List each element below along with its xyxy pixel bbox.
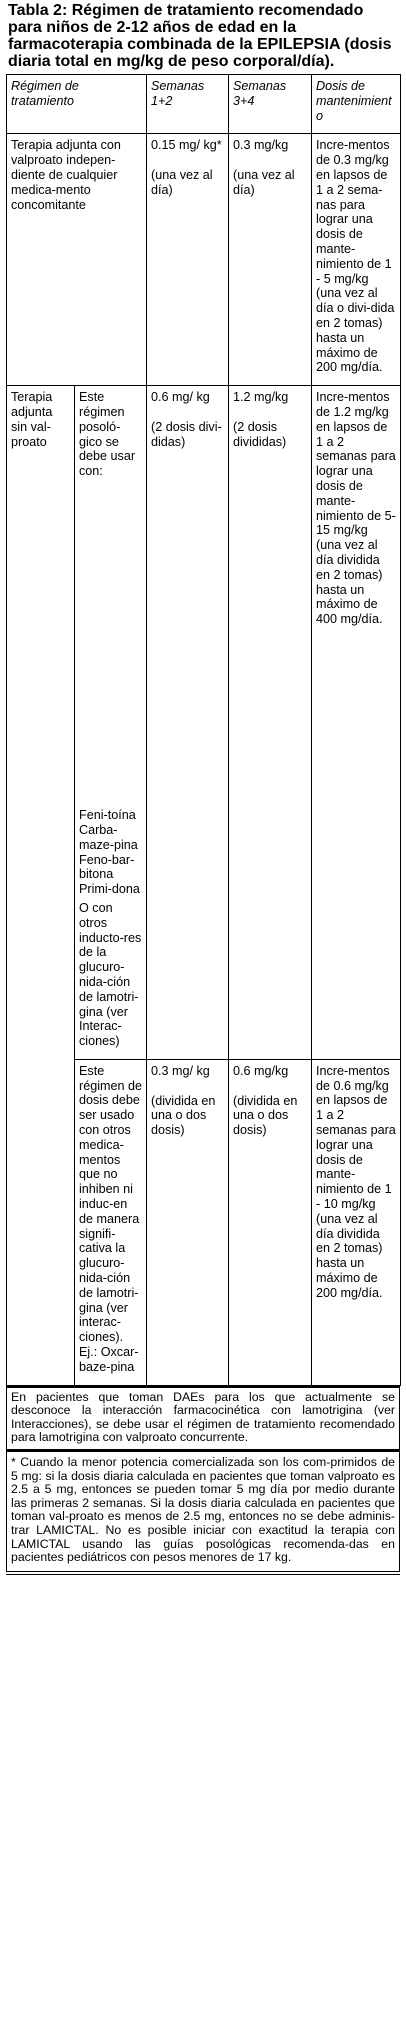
row3-sem12-note: (dividida en una o dos dosis): [151, 1093, 216, 1138]
table-note-text: En pacientes que toman DAEs para los que actualmente se desconoce la interacción farmacocinética con lamotrigina (ver Interacciones), se debe usar el régimen de tratamiento recomendado para lamotrigina con valproato concurrente.: [11, 1389, 395, 1445]
row1-sem34-note: (una vez al día): [233, 168, 295, 197]
row2-drugs: Feni-toína Carba-maze-pina Feno-bar-bitona Primi-dona: [79, 808, 140, 897]
header-mantenimiento: Dosis de mantenimiento: [312, 75, 401, 134]
row3-sem12-dose: 0.3 mg/ kg: [151, 1063, 210, 1078]
row2-semanas-1-2: [147, 386, 229, 1060]
row1-sem12-note: (una vez al día): [151, 168, 213, 197]
row1-semanas-1-2: [147, 134, 229, 386]
row2-mantenimiento: Incre-mentos de 1.2 mg/kg en lapsos de 1 a 2 semanas para lograr una dosis de mante-nimiento de 5-15 mg/kg (una vez al día dividida en 2 tomas) hasta un máximo de 400 mg/día.: [312, 386, 401, 1060]
row2-inducers: O con otros inducto-res de la glucuro-nida-ción de lamotri-gina (ver Interac-ciones): [79, 900, 142, 1049]
row3-subregimen: Este régimen de dosis debe ser usado con otros medica-mentos que no inhiben ni induc-en de manera signifi-cativa la glucuro-nida-ción de lamotri-gina (ver interac-ciones). Ej.: Oxcar-baze-pina: [75, 1059, 147, 1385]
document: [6, 0, 400, 1575]
row2-sem34-note: (2 dosis divididas): [233, 419, 287, 449]
header-semanas-3-4: Semanas 3+4: [229, 75, 312, 134]
row2-sem12-dose: 0.6 mg/ kg: [151, 390, 210, 405]
row2-regimen: Terapia adjunta sin val-proato: [7, 386, 75, 1385]
row3-mantenimiento: Incre-mentos de 0.6 mg/kg en lapsos de 1 a 2 semanas para lograr una dosis de mante-nimiento de 1 - 10 mg/kg (una vez al día dividida en 2 tomas) hasta un máximo de 200 mg/día.: [312, 1059, 401, 1385]
table-note: [6, 1386, 400, 1450]
row1-sem34-dose: 0.3 mg/kg: [233, 138, 289, 153]
footnote-text: * Cuando la menor potencia comercializada son los com-primidos de 5 mg: si la dosis diaria calculada en pacientes que toman valproato es 2.5 a 5 mg, entonces se pueden tomar 5 mg día por medio durante las primeras 2 semanas. Si la dosis diaria calculada en pacientes que toman val-proato es menos de 2.5 mg, entonces no se debe adminis-trar LAMICTAL. No es posible iniciar con exactitud la terapia con LAMICTAL usando las guías posológicas recomenda-das en pacientes pediátricos con pesos menores de 17 kg.: [11, 1455, 395, 1565]
table-row: [7, 134, 401, 386]
table-row: [7, 386, 401, 1060]
row3-semanas-3-4: [229, 1059, 312, 1385]
row1-regimen: Terapia adjunta con valproato indepen-diente de cualquier medica-mento concomitante: [7, 134, 147, 386]
row2-sem34-dose: 1.2 mg/kg: [233, 390, 289, 405]
header-semanas-1-2: Semanas 1+2: [147, 75, 229, 134]
row2-sub-text: Este régimen posoló-gico se debe usar con:: [79, 390, 136, 479]
header-regimen: Régimen de tratamiento: [7, 75, 147, 134]
row2-sem12-note: (2 dosis divi-didas): [151, 419, 222, 449]
row2-subregimen: [75, 386, 147, 1060]
dosing-table: [6, 74, 401, 1386]
row3-semanas-1-2: [147, 1059, 229, 1385]
bottom-rule: [6, 1574, 400, 1575]
row3-sem34-note: (dividida en una o dos dosis): [233, 1093, 298, 1138]
footnote: [6, 1450, 400, 1572]
row1-sem12-dose: 0.15 mg/ kg*: [151, 138, 222, 153]
row3-sem34-dose: 0.6 mg/kg: [233, 1063, 289, 1078]
row2-semanas-3-4: [229, 386, 312, 1060]
row1-semanas-3-4: [229, 134, 312, 386]
row1-mantenimiento: Incre-mentos de 0.3 mg/kg en lapsos de 1 a 2 sema-nas para lograr una dosis de mante-nimiento de 1 - 5 mg/kg (una vez al día o divi-dida en 2 tomas) hasta un máximo de 200 mg/día.: [312, 134, 401, 386]
header-row: [7, 75, 401, 134]
table-title: Tabla 2: Régimen de tratamiento recomendado para niños de 2-12 años de edad en la farmacoterapia combinada de la EPILEPSIA (dosis diaria total en mg/kg de peso corporal/día).: [8, 2, 392, 70]
